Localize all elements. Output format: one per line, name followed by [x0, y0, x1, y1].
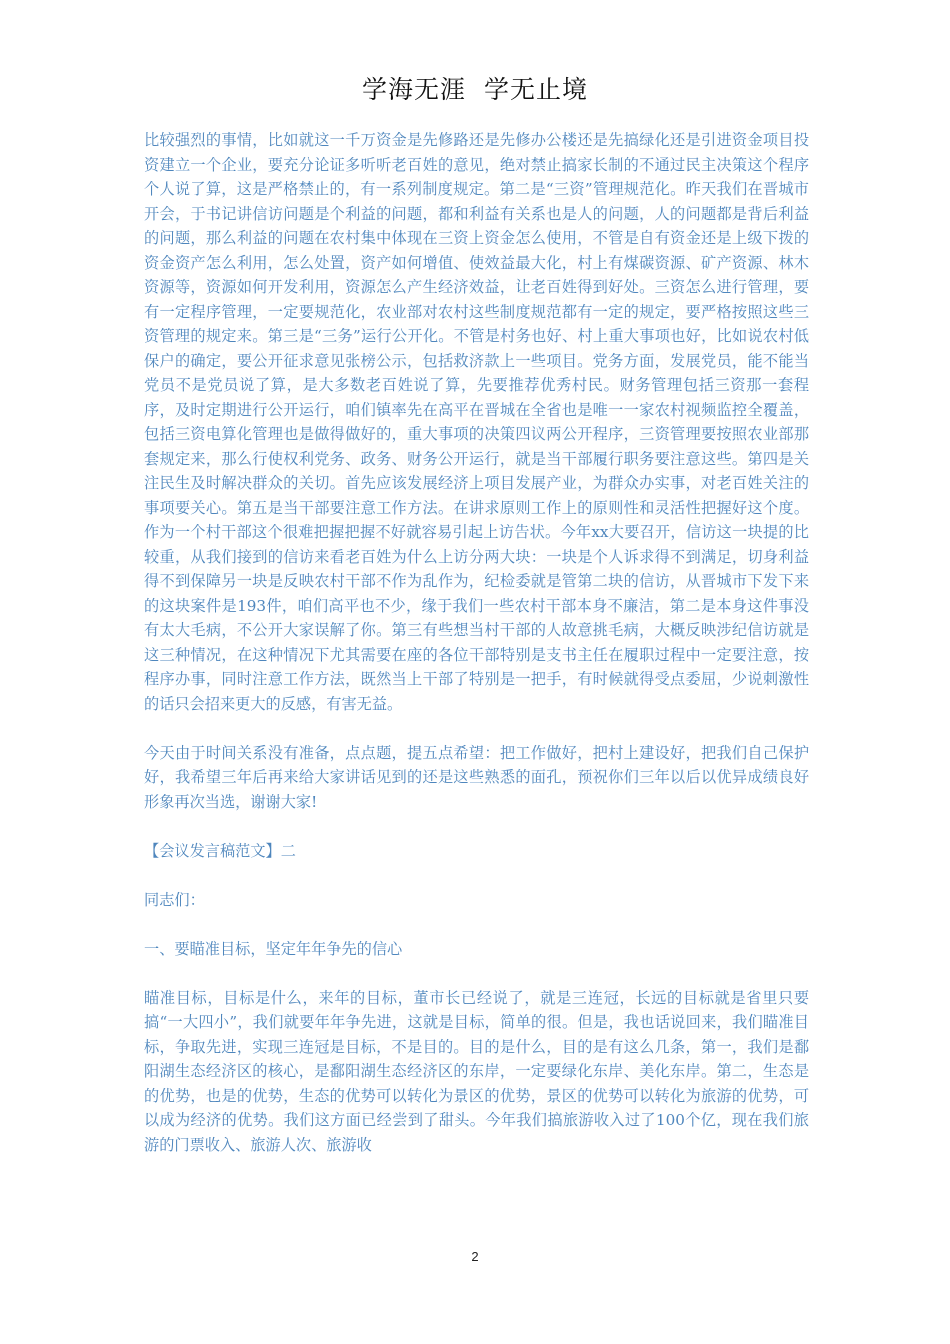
paragraph-main: 比较强烈的事情，比如就这一千万资金是先修路还是先修办公楼还是先搞绿化还是引进资金项目投资建立一个企业，要充分论证多听听老百姓的意见，绝对禁止搞家长制的不通过民主决策这个程序个人说了算，这是严格禁止的，有一系列制度规定。第二是“三资”管理规范化。昨天我们在晋城市开会，于书记讲信访问题是个利益的问题，都和利益有关系也是人的问题，人的问题都是背后利益的问题，那么利益的问题在农村集中体现在三资上资金怎么使用，不管是自有资金还是上级下拨的资金资产怎么利用，怎么处置，资产如何增值、使效益最大化，村上有煤碳资源、矿产资源、林木资源等，资源如何开发利用，资源怎么产生经济效益，让老百姓得到好处。三资怎么进行管理，要有一定程序管理，一定要规范化，农业部对农村这些制度规范都有一定的规定，要严格按照这些三资管理的规定来。第三是“三务”运行公开化。不管是村务也好、村上重大事项也好，比如说农村低保户的确定，要公开征求意见张榜公示，包括救济款上一些项目。党务方面，发展党员，能不能当党员不是党员说了算，是大多数老百姓说了算，先要推荐优秀村民。财务管理包括三资那一套程序，及时定期进行公开运行，咱们镇率先在高平在晋城在全省也是唯一一家农村视频监控全覆盖，包括三资电算化管理也是做得做好的，重大事项的决策四议两公开程序，三资管理要按照农业部那套规定来，那么行使权利党务、政务、财务公开运行，就是当干部履行职务要注意这些。第四是关注民生及时解决群众的关切。首先应该发展经济上项目发展产业，为群众办实事，对老百姓关注的事项要关心。第五是当干部要注意工作方法。在讲求原则工作上的原则性和灵活性把握好这个度。作为一个村干部这个很难把握把握不好就容易引起上访告状。今年xx大要召开，信访这一块提的比较重，从我们接到的信访来看老百姓为什么上访分两大块：一块是个人诉求得不到满足，切身利益得不到保障另一块是反映农村干部不作为乱作为，纪检委就是管第二块的信访，从晋城市下发下来的这块案件是193件，咱们高平也不少，缘于我们一些农村干部本身不廉洁，第二是本身这件事没有太大毛病，不公开大家误解了你。第三有些想当村干部的人故意挑毛病，大概反映涉纪信访就是这三种情况，在这种情况下尤其需要在座的各位干部特别是支书主任在履职过程中一定要注意，按程序办事，同时注意工作方法，既然当上干部了特别是一把手，有时候就得受点委屈，少说刺激性的话只会招来更大的反感，有害无益。 [144, 131, 809, 713]
page-number: 2 [471, 1249, 479, 1264]
salutation: 同志们： [144, 890, 205, 909]
paragraph-target: 瞄准目标，目标是什么，来年的目标，董市长已经说了，就是三连冠，长远的目标就是省里只要搞“一大四小”，我们就要年年争先进，这就是目标，简单的很。但是，我也话说回来，我们瞄准目标，争取先进，实现三连冠是目标，不是目的。目的是什么，目的是有这么几条，第一，我们是鄱阳湖生态经济区的核心，是鄱阳湖生态经济区的东岸，一定要绿化东岸、美化东岸。第二，生态是的优势，也是的优势，生态的优势可以转化为景区的优势，景区的优势可以转化为旅游的优势，可以成为经济的优势。我们这方面已经尝到了甜头。今年我们搞旅游收入过了100个亿，现在我们旅游的门票收入、旅游人次、旅游收 [144, 988, 809, 1154]
section-heading: 【会议发言稿范文】二 [144, 841, 296, 860]
document-body [144, 128, 809, 1157]
page-header-title: 学海无涯 学无止境 [362, 75, 588, 104]
point-heading: 一、要瞄准目标，坚定年年争先的信心 [144, 939, 403, 958]
paragraph-closing: 今天由于时间关系没有准备，点点题，提五点希望：把工作做好，把村上建设好，把我们自己保护好，我希望三年后再来给大家讲话见到的还是这些熟悉的面孔，预祝你们三年以后以优异成绩良好形象再次当选，谢谢大家! [144, 743, 809, 811]
